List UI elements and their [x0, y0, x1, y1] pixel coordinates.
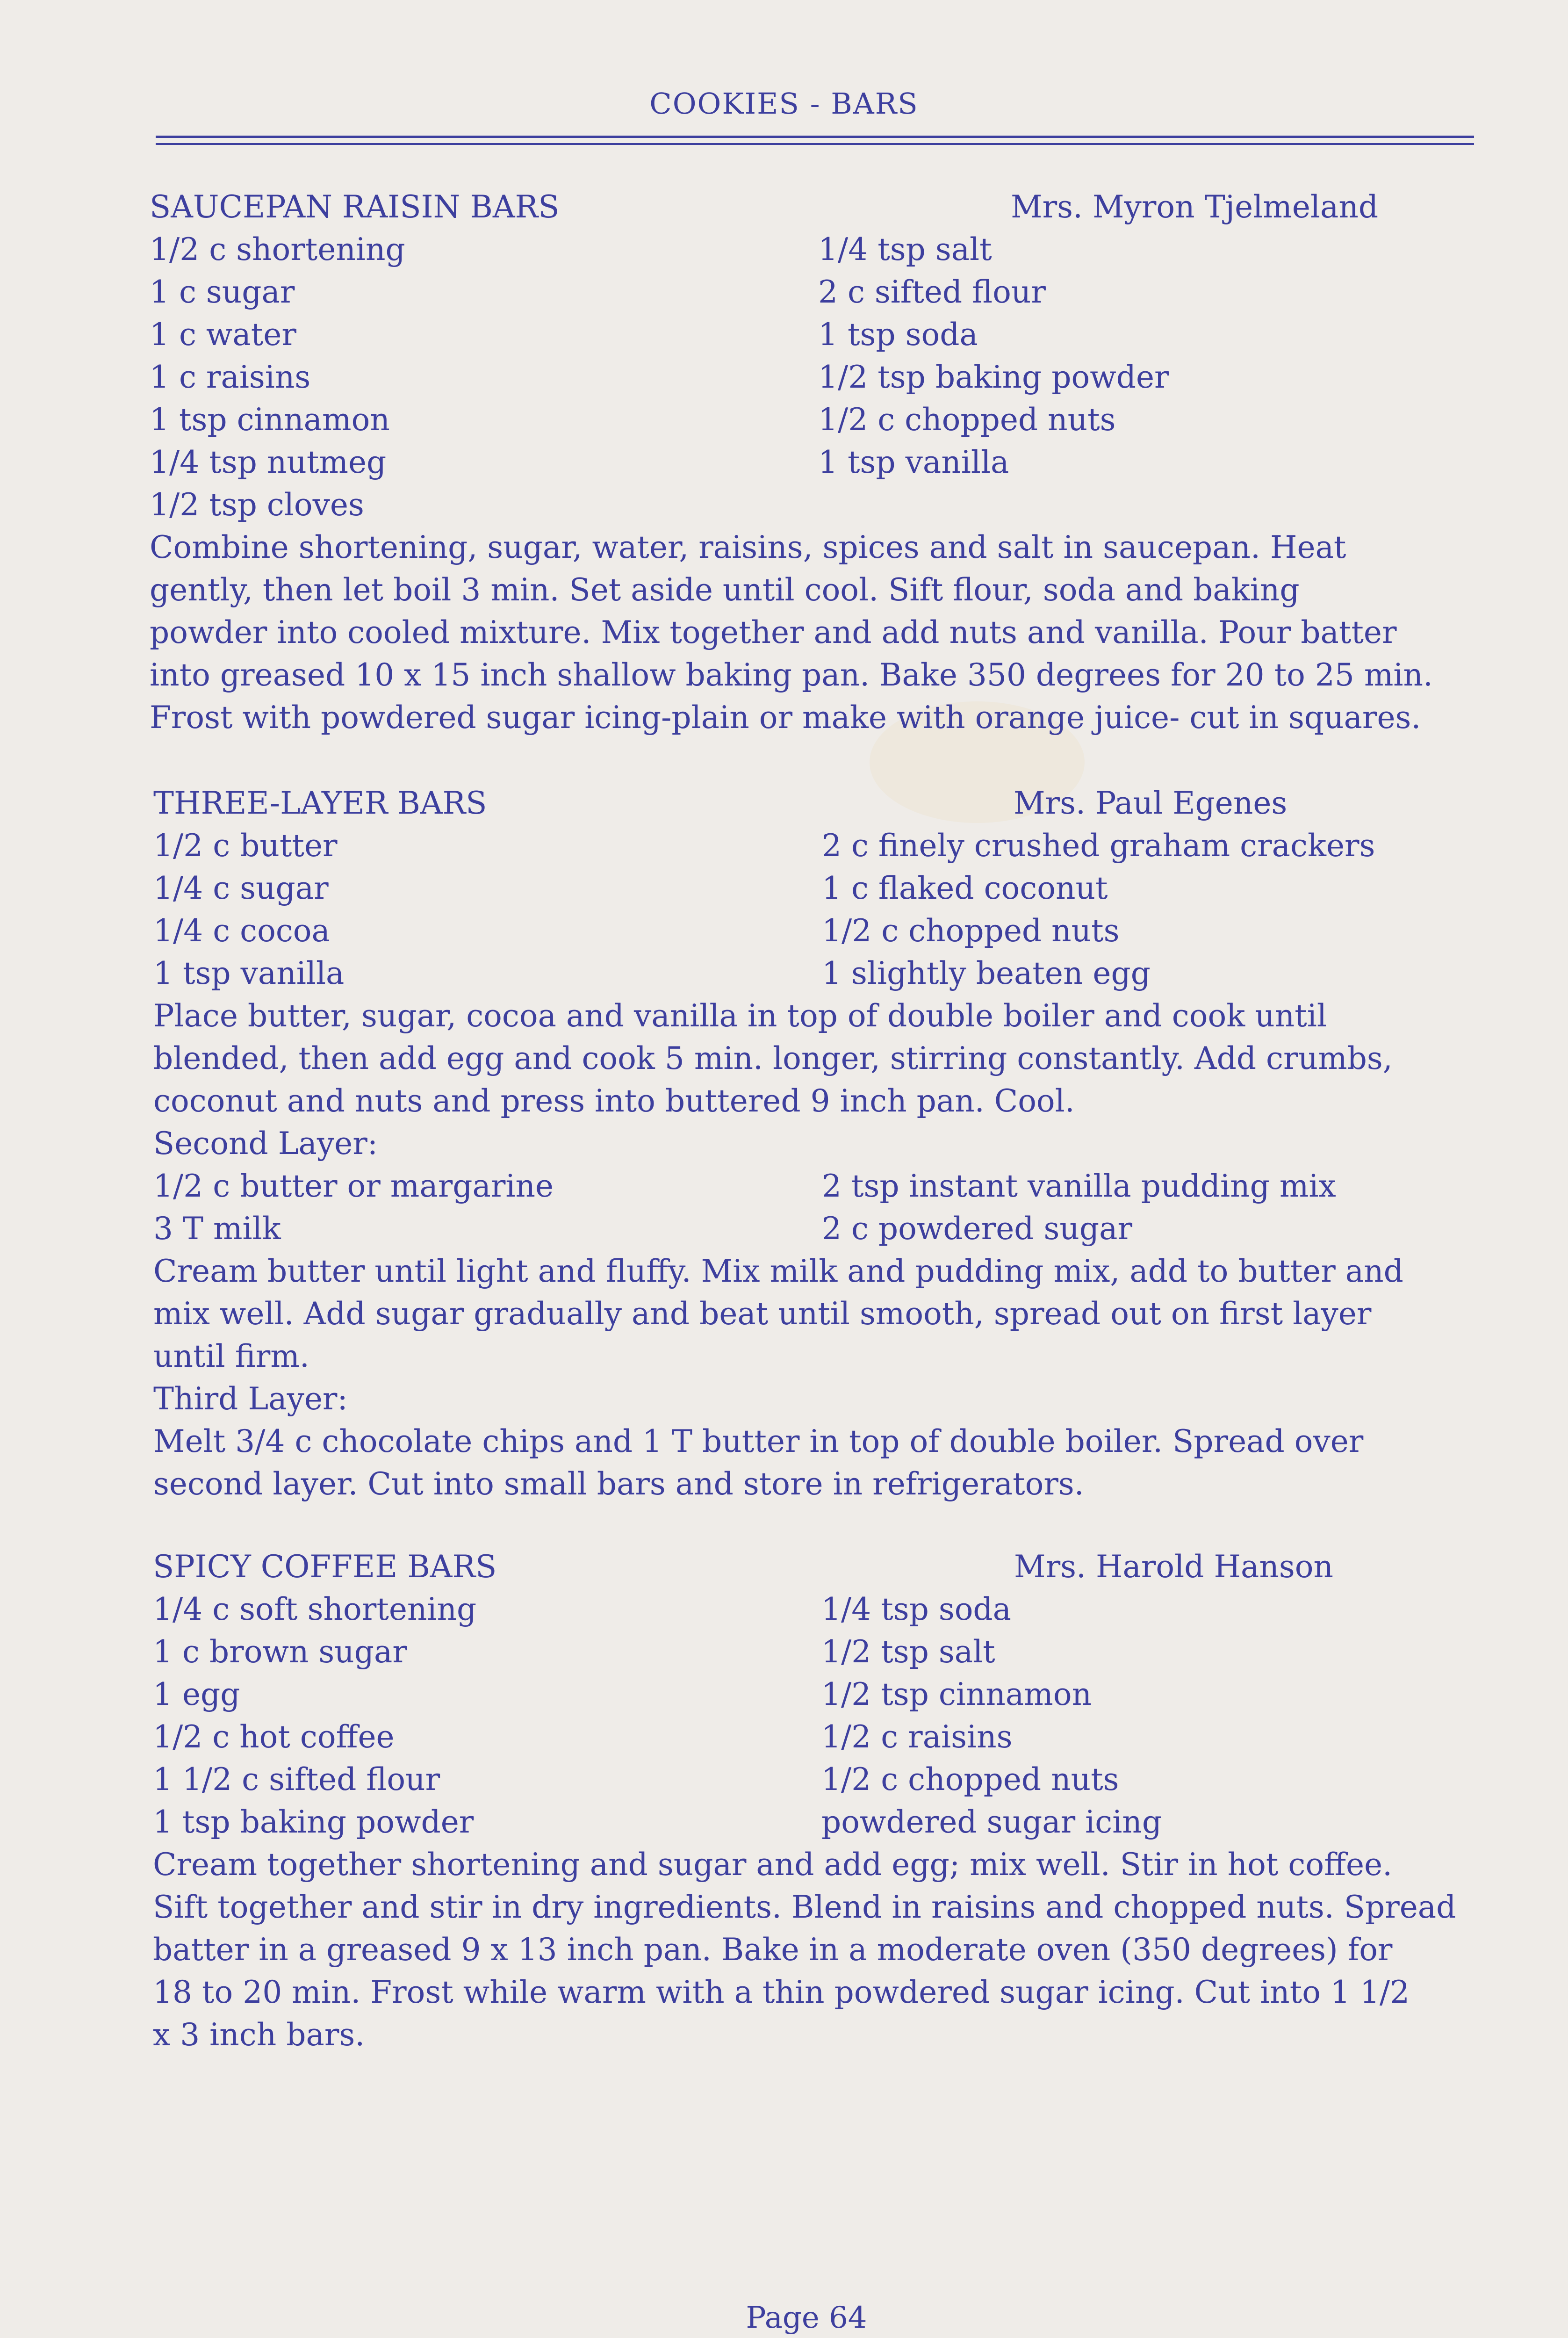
recipe-author: Mrs. Myron Tjelmeland — [1011, 189, 1379, 225]
ingredient: 1 c flaked coconut — [822, 870, 1108, 906]
second-layer-ingredients — [153, 1165, 1542, 1250]
ingredient: 1 tsp baking powder — [153, 1804, 474, 1840]
header-rule-bottom — [156, 143, 1474, 145]
ingredient: 1 c sugar — [150, 274, 295, 310]
ingredient: 2 c finely crushed graham crackers — [822, 828, 1375, 864]
ingredient: 1/2 c butter or margarine — [153, 1168, 554, 1204]
page-number: Page 64 — [746, 2301, 867, 2335]
ingredient: 1/4 c soft shortening — [153, 1591, 477, 1627]
ingredient: 1 c brown sugar — [153, 1634, 407, 1670]
second-layer-directions: Cream butter until light and fluffy. Mix milk and pudding mix, add to butter and mix well. Add sugar gradually and beat until smooth, spread out on first layer until firm. — [153, 1253, 1403, 1374]
recipe-title: THREE-LAYER BARS — [153, 785, 487, 821]
ingredient: 1/2 tsp baking powder — [818, 359, 1169, 395]
ingredient: 1/4 tsp salt — [818, 231, 992, 267]
ingredients — [153, 824, 1542, 995]
page-header: COOKIES - BARS — [649, 87, 919, 121]
ingredient: 2 tsp instant vanilla pudding mix — [822, 1168, 1336, 1204]
recipe-directions: Combine shortening, sugar, water, raisins, spices and salt in saucepan. Heat gently, then let boil 3 min. Set aside until cool. Sift flour, soda and baking powder into cooled mixture. Mix together and add nuts and vanilla. Pour batter into greased 10 x 15 inch shallow baking pan. Bake 350 degrees for 20 to 25 min. Frost with powdered sugar icing-plain or make with orange juice- cut in squares. — [150, 529, 1433, 736]
ingredient: 1 egg — [153, 1676, 240, 1712]
ingredient: 1 tsp soda — [818, 317, 978, 353]
ingredient: 1/4 tsp nutmeg — [150, 444, 387, 480]
ingredient: 1/2 c butter — [153, 828, 338, 864]
header-rule-top — [156, 136, 1474, 138]
ingredient: 1 1/2 c sifted flour — [153, 1761, 440, 1797]
ingredient: 1/4 c sugar — [153, 870, 329, 906]
ingredient: 1/4 tsp soda — [821, 1591, 1012, 1627]
recipe-title: SPICY COFFEE BARS — [153, 1549, 497, 1585]
ingredient: 1 tsp cinnamon — [150, 402, 390, 438]
layer-label: Third Layer: — [153, 1381, 348, 1417]
ingredient: 1/4 c cocoa — [153, 913, 330, 949]
ingredient: powdered sugar icing — [821, 1804, 1162, 1840]
recipe-author: Mrs. Harold Hanson — [1014, 1549, 1334, 1585]
ingredient: 1/2 c chopped nuts — [821, 1761, 1119, 1797]
recipe-directions: Place butter, sugar, cocoa and vanilla in top of double boiler and cook until blended, then add egg and cook 5 min. longer, stirring constantly. Add crumbs, coconut and nuts and press into buttered 9 inch pan. Cool. — [153, 998, 1393, 1119]
ingredients — [153, 1588, 1541, 1843]
recipe-title: SAUCEPAN RAISIN BARS — [150, 189, 560, 225]
ingredient: 1/2 c chopped nuts — [822, 913, 1120, 949]
ingredient: 2 c sifted flour — [818, 274, 1046, 310]
ingredient: 2 c powdered sugar — [822, 1211, 1133, 1247]
ingredient: 1 tsp vanilla — [818, 444, 1009, 480]
ingredient: 1/2 c hot coffee — [153, 1719, 395, 1755]
third-layer-directions: Melt 3/4 c chocolate chips and 1 T butter in top of double boiler. Spread over second layer. Cut into small bars and store in refrigerators. — [153, 1423, 1364, 1502]
ingredient: 3 T milk — [153, 1211, 281, 1247]
recipe-spicy-coffee-bars — [153, 1545, 1541, 2056]
ingredient: 1 tsp vanilla — [153, 955, 345, 991]
recipe-author: Mrs. Paul Egenes — [1014, 785, 1287, 821]
ingredient: 1 slightly beaten egg — [822, 955, 1151, 991]
ingredient: 1/2 tsp cinnamon — [821, 1676, 1092, 1712]
recipe-three-layer-bars — [153, 782, 1542, 1505]
ingredient: 1 c raisins — [150, 359, 311, 395]
ingredients — [150, 228, 1538, 526]
ingredient: 1 c water — [150, 317, 296, 353]
ingredient: 1/2 c raisins — [821, 1719, 1013, 1755]
ingredient: 1/2 tsp salt — [821, 1634, 995, 1670]
recipe-directions: Cream together shortening and sugar and add egg; mix well. Stir in hot coffee. Sift together and stir in dry ingredients. Blend in raisins and chopped nuts. Spread batter in a greased 9 x 13 inch pan. Bake in a moderate oven (350 degrees) for 18 to 20 min. Frost while warm with a thin powdered sugar icing. Cut into 1 1/2 x 3 inch bars. — [153, 1847, 1456, 2053]
layer-label: Second Layer: — [153, 1126, 378, 1162]
ingredient: 1/2 c shortening — [150, 231, 405, 267]
ingredient: 1/2 c chopped nuts — [818, 402, 1116, 438]
recipe-saucepan-raisin-bars — [150, 186, 1538, 739]
ingredient: 1/2 tsp cloves — [150, 487, 364, 523]
